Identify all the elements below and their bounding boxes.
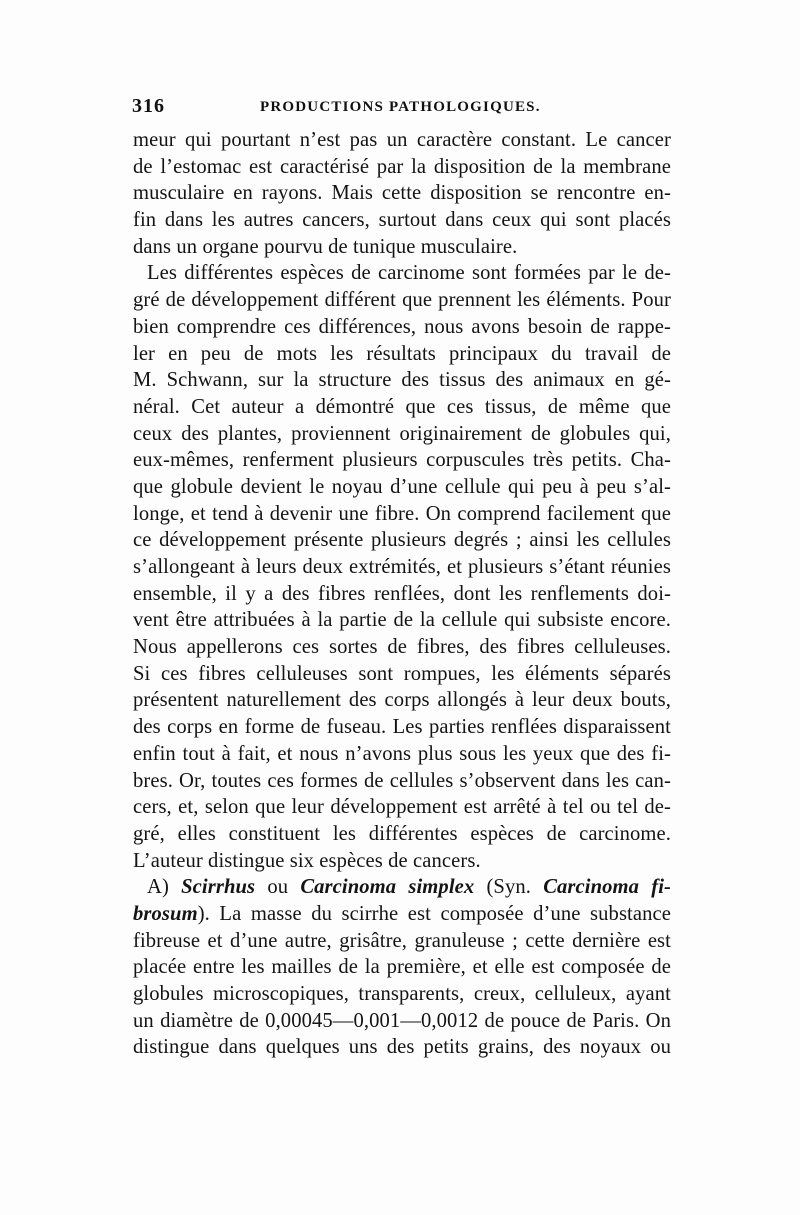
latin-term: brosum <box>133 902 198 925</box>
text-line: fibreuse et d’une autre, grisâtre, granuleuse ; cette dernière est <box>133 929 671 952</box>
text-line: fin dans les autres cancers, surtout dans ceux qui sont placés <box>133 209 671 232</box>
body-text <box>133 127 671 1061</box>
text-line: ensemble, il y a des fibres renflées, dont les renflements doi- <box>133 582 671 605</box>
text-line: distingue dans quelques uns des petits grains, des noyaux ou <box>133 1036 671 1059</box>
text-line: cers, et, selon que leur développement est arrêté à tel ou tel de- <box>133 796 671 819</box>
running-head: PRODUCTIONS PATHOLOGIQUES. <box>260 99 541 115</box>
latin-term: Scirrhus <box>181 876 256 899</box>
text-run: ou <box>255 876 301 899</box>
text-line: ce développement présente plusieurs degrés ; ainsi les cellules <box>133 529 671 552</box>
text-run: (Syn. <box>474 876 544 899</box>
text-line: ler en peu de mots les résultats principaux du travail de <box>133 342 671 365</box>
text-line: M. Schwann, sur la structure des tissus des animaux en gé- <box>133 369 671 392</box>
text-line: vent être attribuées à la partie de la cellule qui subsiste encore. <box>133 609 671 632</box>
text-line: placée entre les mailles de la première, et elle est composée de <box>133 956 671 979</box>
text-line: enfin tout à fait, et nous n’avons plus sous les yeux que des fi- <box>133 742 671 765</box>
text-line: eux-mêmes, renferment plusieurs corpuscules très petits. Cha- <box>133 449 671 472</box>
text-line: ceux des plantes, proviennent originairement de globules qui, <box>133 422 671 445</box>
latin-term: Carcinoma simplex <box>300 876 475 899</box>
text-line: néral. Cet auteur a démontré que ces tissus, de même que <box>133 395 671 418</box>
text-line: un diamètre de 0,00045—0,001—0,0012 de pouce de Paris. On <box>133 1009 671 1032</box>
text-run: ). La masse du scirrhe est composée d’une substance <box>197 902 671 925</box>
text-line: s’allongeant à leurs deux extrémités, et plusieurs s’étant réunies <box>133 556 671 578</box>
text-line: gré, elles constituent les différentes espèces de carcinome. <box>133 822 671 845</box>
paragraph <box>133 874 671 1061</box>
page-header <box>132 95 672 125</box>
section-heading-line <box>133 874 671 901</box>
text-line: des corps en forme de fuseau. Les parties renflées disparaissent <box>133 716 671 739</box>
text-line: Les différentes espèces de carcinome sont formées par le de- <box>147 262 671 285</box>
text-run: A) <box>147 876 182 899</box>
text-line: meur qui pourtant n’est pas un caractère constant. Le cancer <box>133 129 671 151</box>
text-line: longe, et tend à devenir une fibre. On comprend facilement que <box>133 502 671 525</box>
text-line <box>133 901 671 928</box>
text-line: Si ces fibres celluleuses sont rompues, les éléments séparés <box>133 662 671 685</box>
text-line: présentent naturellement des corps allongés à leur deux bouts, <box>133 689 671 712</box>
text-line: globules microscopiques, transparents, creux, celluleux, ayant <box>133 983 671 1005</box>
text-line: que globule devient le noyau d’une cellule qui peu à peu s’al- <box>133 475 671 498</box>
text-line: bres. Or, toutes ces formes de cellules s’observent dans les can- <box>133 769 671 792</box>
page-number: 316 <box>132 95 165 117</box>
text-line: dans un organe pourvu de tunique musculaire. <box>133 235 518 258</box>
text-line: de l’estomac est caractérisé par la disposition de la membrane <box>133 155 671 178</box>
paragraph <box>133 127 671 260</box>
text-line: bien comprendre ces différences, nous avons besoin de rappe- <box>133 315 671 338</box>
latin-term: Carcinoma fi- <box>543 876 671 899</box>
text-line: L’auteur distingue six espèces de cancers. <box>133 849 481 872</box>
paragraph <box>133 260 671 874</box>
text-line: gré de développement différent que prennent les éléments. Pour <box>133 289 671 312</box>
text-line: Nous appellerons ces sortes de fibres, des fibres celluleuses. <box>133 636 671 659</box>
text-line: musculaire en rayons. Mais cette disposition se rencontre en- <box>133 182 671 205</box>
